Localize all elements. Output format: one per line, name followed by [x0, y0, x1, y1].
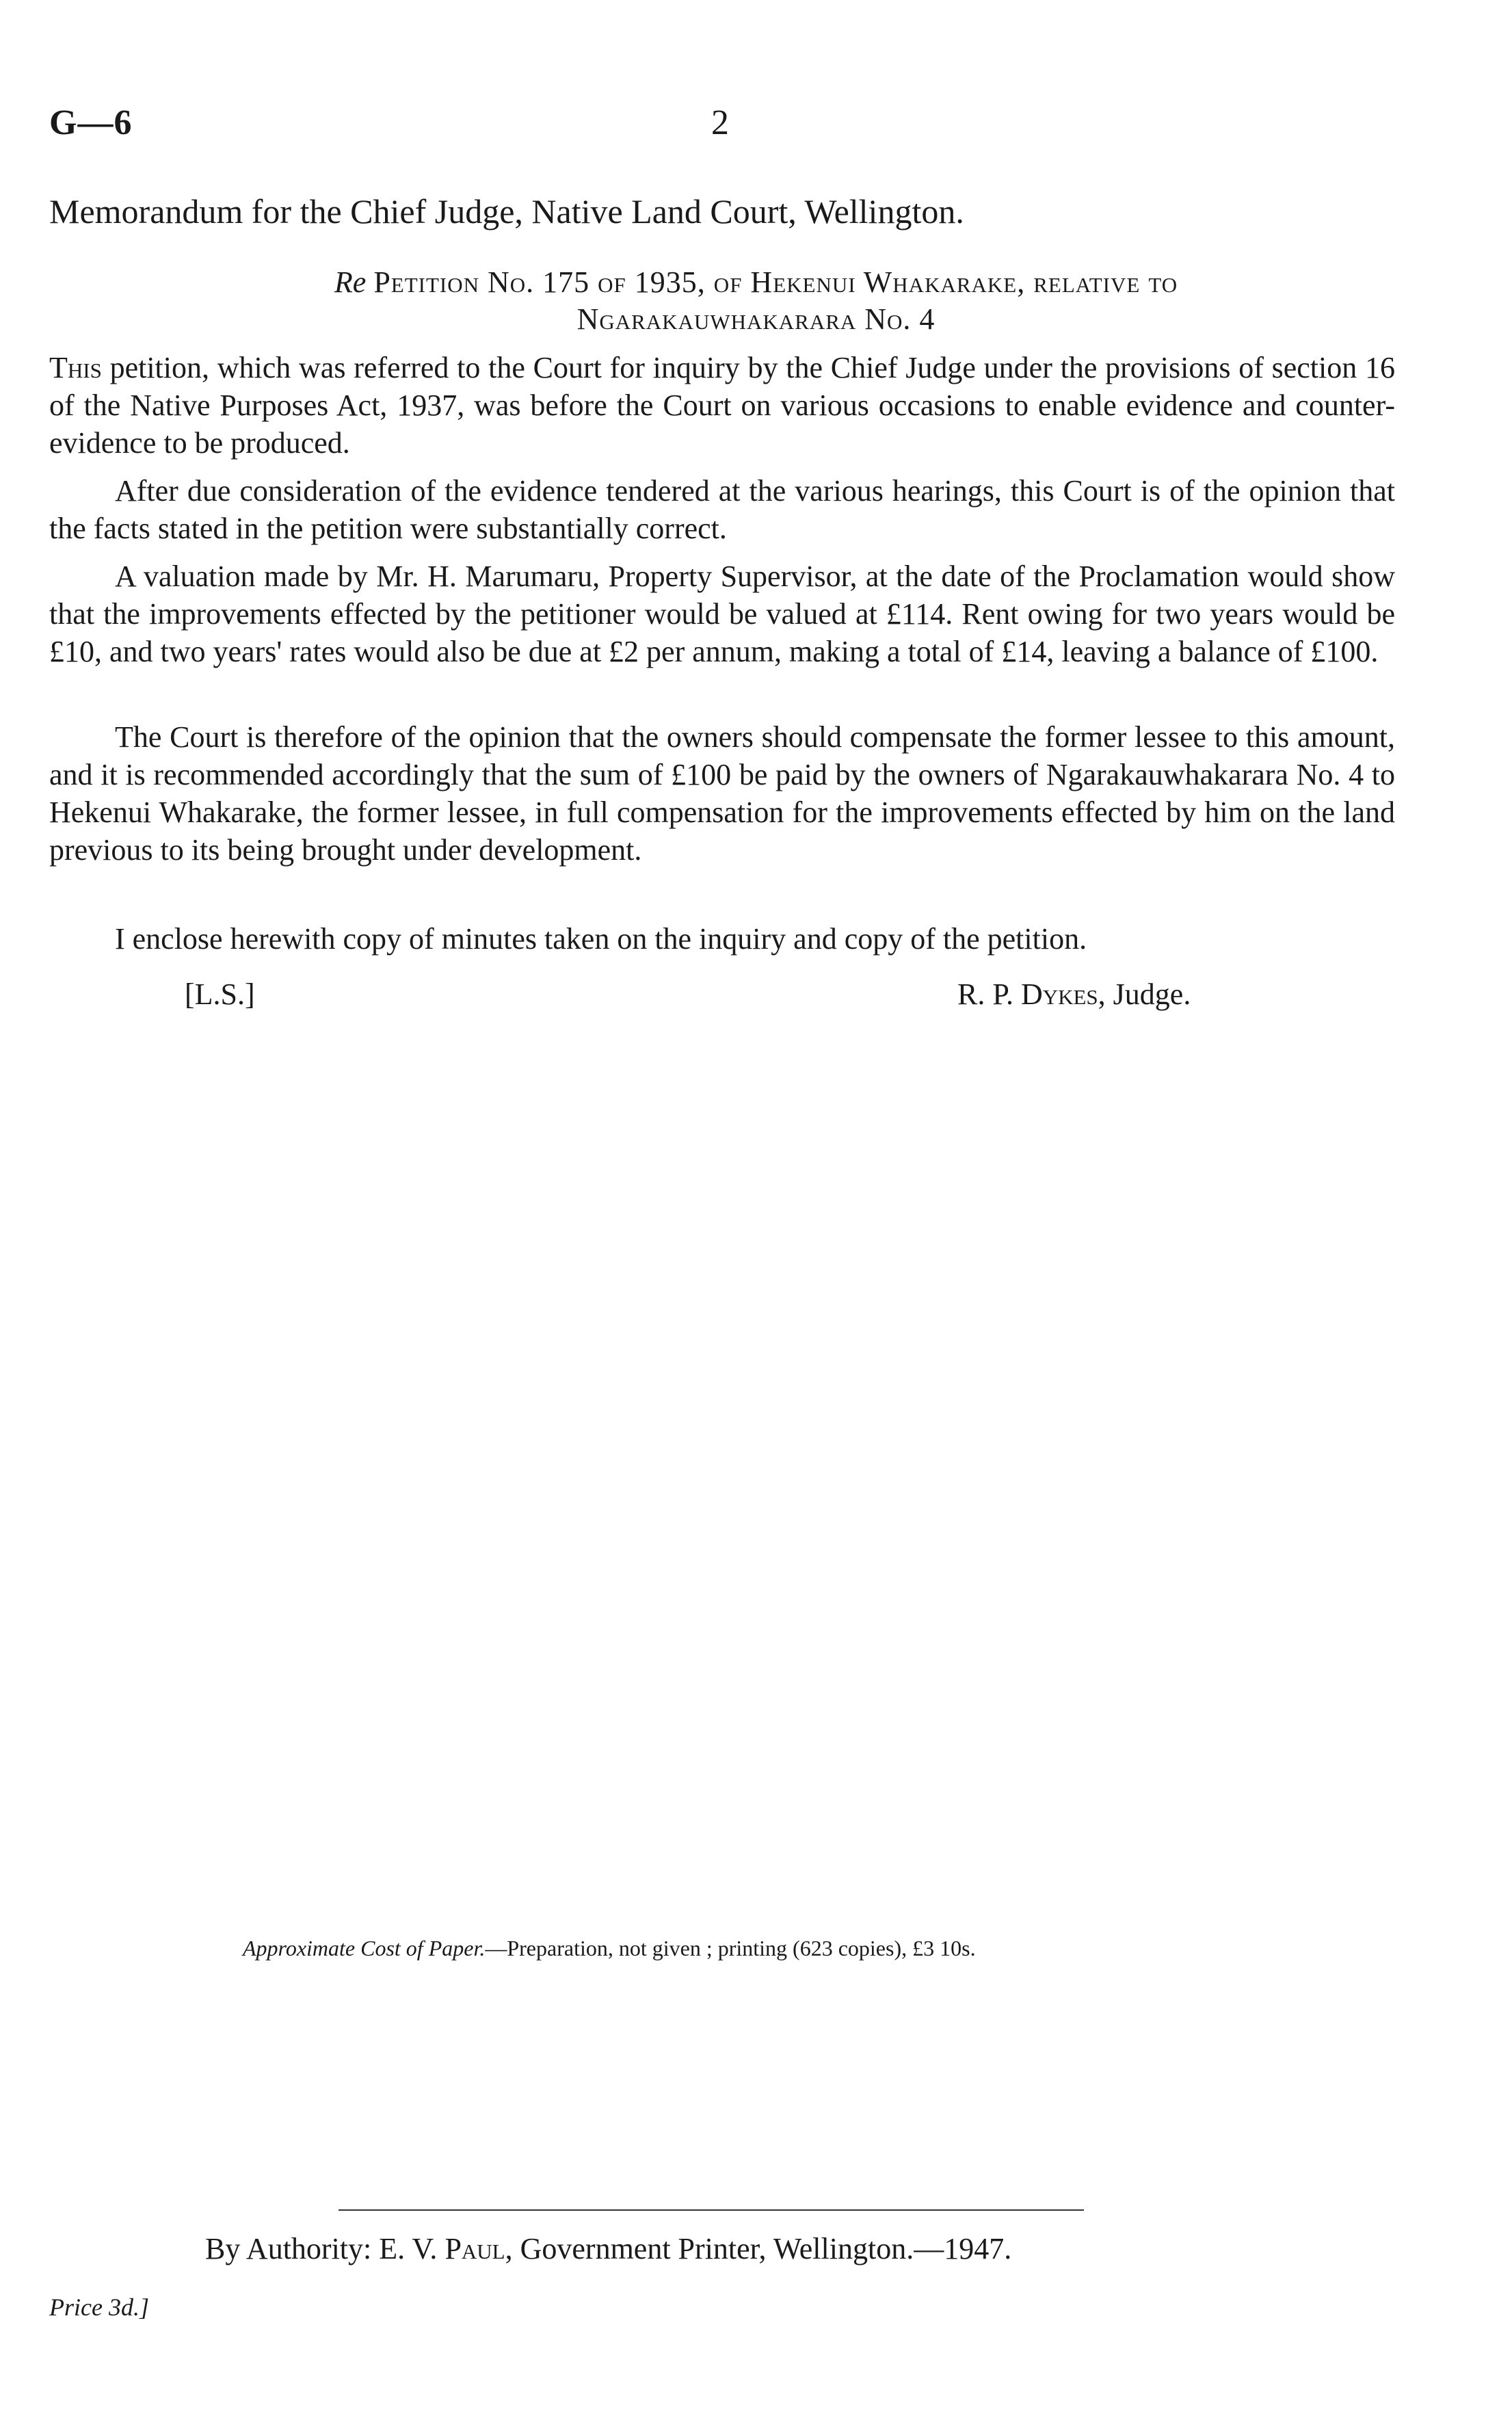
signer-title: , Judge.	[1098, 977, 1191, 1011]
re-heading-line-2	[0, 302, 1512, 337]
signer-name: R. P. Dykes	[957, 977, 1098, 1011]
paragraph-4: The Court is therefore of the opinion that the owners should compensate the former lessee to this amount, and it is recommended accordingly that the sum of £100 be paid by the owners of Ngarakauwhakarara No. 4 to Hekenui Whakarake, the former lessee, in full compensation for the improvements effected by him on the land previous to its being brought under development.	[49, 720, 1395, 867]
memo-title: Memorandum for the Chief Judge, Native Land Court, Wellington.	[49, 192, 964, 231]
footer-divider	[339, 2209, 1084, 2211]
paragraph-2: After due consideration of the evidence tendered at the various hearings, this Court is of the opinion that the facts stated in the petition were substantially correct.	[49, 474, 1395, 545]
printer-name: Paul	[445, 2232, 505, 2265]
seal-mark: [L.S.]	[185, 977, 255, 1011]
authority-suffix: , Government Printer, Wellington.—1947.	[505, 2232, 1012, 2265]
signature	[957, 977, 1191, 1012]
re-heading-line-1	[0, 265, 1512, 300]
paragraph-3: A valuation made by Mr. H. Marumaru, Property Supervisor, at the date of the Proclamation would show that the improvements effected by the petitioner would be valued at £114. Rent owing for two years would be £10, and two years' rates would also be due at £2 per annum, making a total of £14, leaving a balance of £100.	[49, 560, 1395, 668]
authority-line	[205, 2231, 1011, 2266]
paragraph-lead-word: This	[49, 351, 102, 384]
paragraph-5: I enclose herewith copy of minutes taken on the inquiry and copy of the petition.	[115, 922, 1087, 956]
cost-text: —Preparation, not given ; printing (623 copies), £3 10s.	[485, 1936, 976, 1960]
re-word: Re	[334, 265, 367, 299]
document-code: G—6	[49, 103, 133, 142]
page-number: 2	[711, 103, 729, 142]
cost-label: Approximate Cost of Paper.	[243, 1936, 486, 1960]
price: Price 3d.]	[49, 2294, 149, 2321]
paragraph-1	[49, 349, 1395, 462]
re-subject-line-2: Ngarakauwhakarara No. 4	[576, 302, 936, 336]
paragraph-text: petition, which was referred to the Court for inquiry by the Chief Judge under the provisions of section 16 of the Native Purposes Act, 1937, was before the Court on various occasions to enable evidence and counter-evidence to be produced.	[49, 351, 1395, 460]
re-subject-line-1: Petition No. 175 of 1935, of Hekenui Whakarake, relative to	[373, 265, 1178, 299]
cost-of-paper-note	[243, 1936, 976, 1961]
authority-prefix: By Authority: E. V.	[205, 2232, 445, 2265]
